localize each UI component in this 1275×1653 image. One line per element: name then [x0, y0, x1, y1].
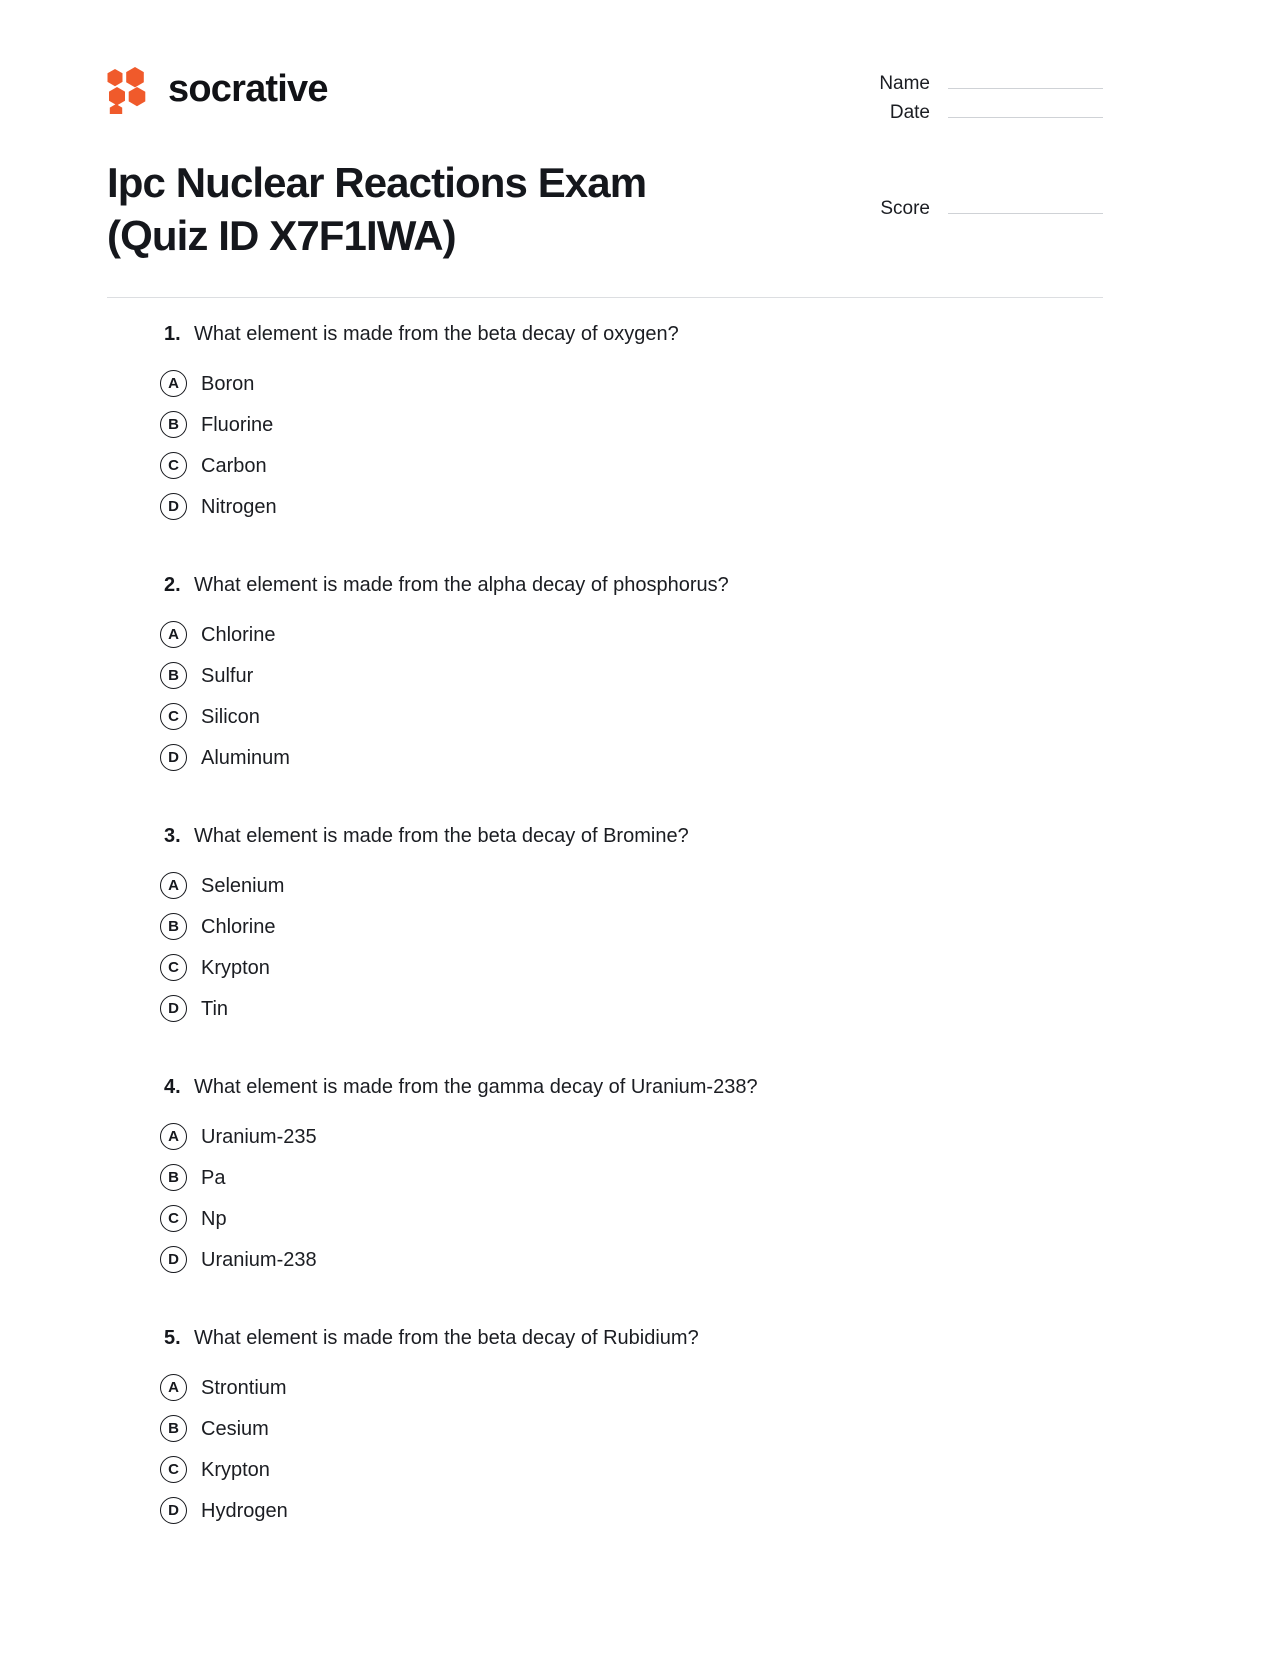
socrative-hexagon-logo-icon [104, 64, 154, 114]
question-number: 2. [164, 574, 181, 596]
answer-option-bubble[interactable]: D [160, 744, 187, 771]
answer-option-bubble[interactable]: B [160, 411, 187, 438]
question-text: What element is made from the alpha decay of phosphorus? [194, 574, 729, 596]
answer-option-bubble[interactable]: A [160, 872, 187, 899]
name-field-row [873, 72, 1103, 101]
answer-option[interactable] [0, 865, 1275, 906]
question-number: 4. [164, 1076, 181, 1098]
question-block [0, 571, 1275, 778]
question-text: What element is made from the beta decay of Bromine? [194, 825, 689, 847]
student-info-fields [873, 72, 1103, 130]
question-header [0, 1073, 1275, 1102]
answer-option[interactable] [0, 614, 1275, 655]
answer-option-bubble[interactable]: B [160, 662, 187, 689]
answer-option-bubble[interactable]: C [160, 1456, 187, 1483]
answer-option-label: Np [201, 1207, 227, 1230]
answer-option-bubble[interactable]: B [160, 1415, 187, 1442]
answer-option[interactable] [0, 947, 1275, 988]
score-input-line[interactable] [948, 197, 1103, 214]
answer-option-bubble[interactable]: C [160, 703, 187, 730]
answer-option-label: Carbon [201, 454, 267, 477]
answer-option-bubble[interactable]: A [160, 370, 187, 397]
question-header [0, 571, 1275, 600]
answer-option[interactable] [0, 1367, 1275, 1408]
answer-option-label: Aluminum [201, 746, 290, 769]
answer-option[interactable] [0, 655, 1275, 696]
question-number: 3. [164, 825, 181, 847]
answer-option[interactable] [0, 486, 1275, 527]
question-block [0, 320, 1275, 527]
score-label: Score [880, 198, 930, 219]
answer-option-label: Uranium-238 [201, 1248, 317, 1271]
answer-option-label: Fluorine [201, 413, 274, 436]
answer-option-bubble[interactable]: C [160, 954, 187, 981]
answer-option[interactable] [0, 445, 1275, 486]
answer-option-bubble[interactable]: A [160, 621, 187, 648]
page-header [0, 0, 1275, 260]
answer-option[interactable] [0, 696, 1275, 737]
brand-logo-lockup [104, 64, 328, 114]
answer-option[interactable] [0, 1157, 1275, 1198]
answer-option[interactable] [0, 1449, 1275, 1490]
answer-option[interactable] [0, 1408, 1275, 1449]
question-text: What element is made from the beta decay of Rubidium? [194, 1327, 699, 1349]
question-number: 1. [164, 323, 181, 345]
question-list [0, 320, 1275, 1575]
answer-option-label: Krypton [201, 956, 270, 979]
answer-option[interactable] [0, 1490, 1275, 1531]
answer-option-bubble[interactable]: C [160, 452, 187, 479]
answer-option-label: Boron [201, 372, 255, 395]
question-header [0, 1324, 1275, 1353]
name-label: Name [879, 73, 930, 94]
question-block [0, 1073, 1275, 1280]
answer-option-label: Chlorine [201, 623, 276, 646]
answer-option-label: Pa [201, 1166, 226, 1189]
answer-option[interactable] [0, 1198, 1275, 1239]
score-field-group [873, 197, 1103, 226]
score-field-row [873, 197, 1103, 226]
header-divider [107, 297, 1103, 298]
answer-option-label: Selenium [201, 874, 285, 897]
answer-option[interactable] [0, 1239, 1275, 1280]
answer-option-bubble[interactable]: D [160, 1497, 187, 1524]
answer-option-label: Krypton [201, 1458, 270, 1481]
answer-option-label: Nitrogen [201, 495, 277, 518]
brand-name: socrative [168, 68, 328, 110]
answer-option-bubble[interactable]: D [160, 995, 187, 1022]
page-title-line-2: (Quiz ID X7F1IWA) [107, 212, 456, 260]
answer-option-label: Tin [201, 997, 229, 1020]
date-input-line[interactable] [948, 101, 1103, 118]
answer-option-bubble[interactable]: B [160, 913, 187, 940]
answer-option-bubble[interactable]: B [160, 1164, 187, 1191]
answer-option-bubble[interactable]: A [160, 1374, 187, 1401]
question-block [0, 822, 1275, 1029]
answer-option-label: Chlorine [201, 915, 276, 938]
answer-option-bubble[interactable]: C [160, 1205, 187, 1232]
answer-option-bubble[interactable]: D [160, 493, 187, 520]
page-title [107, 156, 807, 263]
answer-option[interactable] [0, 404, 1275, 445]
answer-option[interactable] [0, 737, 1275, 778]
date-label: Date [889, 102, 930, 123]
date-field-row [873, 101, 1103, 130]
answer-option-bubble[interactable]: D [160, 1246, 187, 1273]
question-block [0, 1324, 1275, 1531]
answer-option[interactable] [0, 988, 1275, 1029]
name-input-line[interactable] [948, 72, 1103, 89]
answer-option-label: Cesium [201, 1417, 269, 1440]
answer-option[interactable] [0, 906, 1275, 947]
question-header [0, 822, 1275, 851]
answer-option-label: Uranium-235 [201, 1125, 317, 1148]
answer-option-label: Silicon [201, 705, 260, 728]
question-number: 5. [164, 1327, 181, 1349]
answer-option-label: Sulfur [201, 664, 254, 687]
page-title-line-1: Ipc Nuclear Reactions Exam [107, 159, 647, 206]
answer-option-bubble[interactable]: A [160, 1123, 187, 1150]
answer-option[interactable] [0, 363, 1275, 404]
answer-option[interactable] [0, 1116, 1275, 1157]
answer-option-label: Strontium [201, 1376, 287, 1399]
question-header [0, 320, 1275, 349]
question-text: What element is made from the gamma decay of Uranium-238? [194, 1076, 758, 1098]
answer-option-label: Hydrogen [201, 1499, 288, 1522]
question-text: What element is made from the beta decay of oxygen? [194, 323, 679, 345]
